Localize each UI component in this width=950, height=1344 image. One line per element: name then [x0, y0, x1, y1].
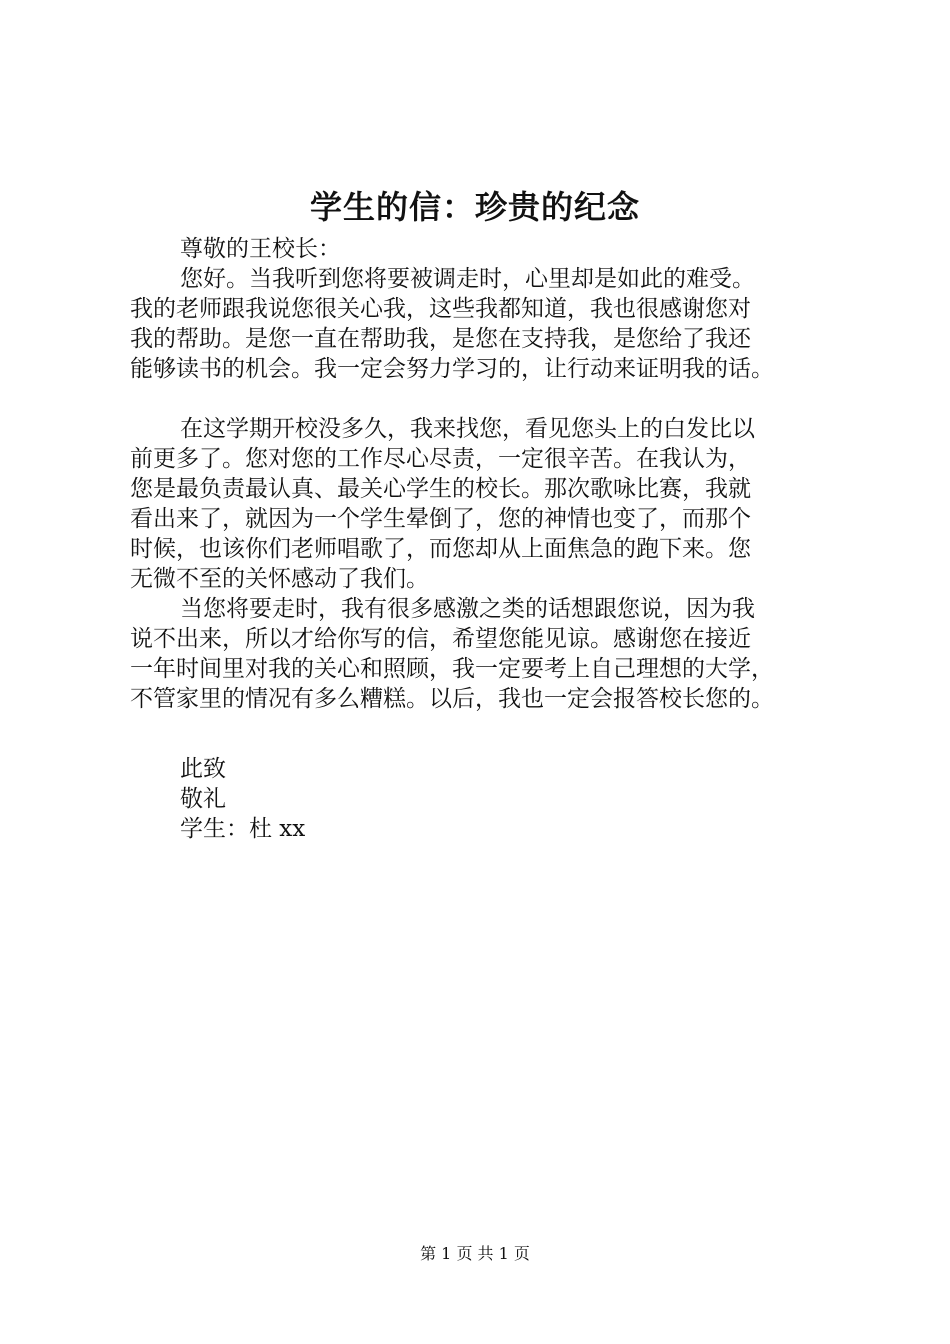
paragraph-spacer [130, 384, 842, 414]
paragraph-line: 不管家里的情况有多么糟糕。以后，我也一定会报答校长您的。 [130, 686, 774, 712]
paragraph-line: 能够读书的机会。我一定会努力学习的，让行动来证明我的话。 [130, 356, 774, 382]
page-footer: 第 1 页 共 1 页 [420, 1244, 530, 1263]
paragraph-3 [130, 594, 842, 714]
sign-off [180, 754, 305, 844]
paragraph-line: 您是最负责最认真、最关心学生的校长。那次歌咏比赛，我就 [130, 476, 751, 502]
paragraph-line: 当您将要走时，我有很多感激之类的话想跟您说，因为我 [180, 596, 755, 622]
paragraph-line: 说不出来，所以才给你写的信，希望您能见谅。感谢您在接近 [130, 626, 751, 652]
page-title: 学生的信：珍贵的纪念 [309, 188, 640, 226]
signature: 学生：杜 xx [180, 816, 306, 842]
paragraph-line: 时候，也该你们老师唱歌了，而您却从上面焦急的跑下来。您 [130, 536, 751, 562]
salutation: 尊敬的王校长： [180, 236, 341, 262]
paragraph-line: 看出来了，就因为一个学生晕倒了，您的神情也变了，而那个 [130, 506, 751, 532]
paragraph-line: 您好。当我听到您将要被调走时，心里却是如此的难受。 [180, 266, 755, 292]
regards: 敬礼 [180, 786, 226, 812]
paragraph-line: 在这学期开校没多久，我来找您，看见您头上的白发比以 [180, 416, 755, 442]
paragraph-line: 我的老师跟我说您很关心我，这些我都知道，我也很感谢您对 [130, 296, 751, 322]
paragraph-2 [130, 414, 842, 594]
paragraph-line: 前更多了。您对您的工作尽心尽责，一定很辛苦。在我认为， [130, 446, 751, 472]
letter-body [130, 234, 842, 714]
paragraph-line: 一年时间里对我的关心和照顾，我一定要考上自己理想的大学， [130, 656, 774, 682]
paragraph-line: 我的帮助。是您一直在帮助我，是您在支持我，是您给了我还 [130, 326, 751, 352]
paragraph-1 [130, 264, 842, 384]
closing: 此致 [180, 756, 226, 782]
paragraph-line: 无微不至的关怀感动了我们。 [130, 566, 429, 592]
